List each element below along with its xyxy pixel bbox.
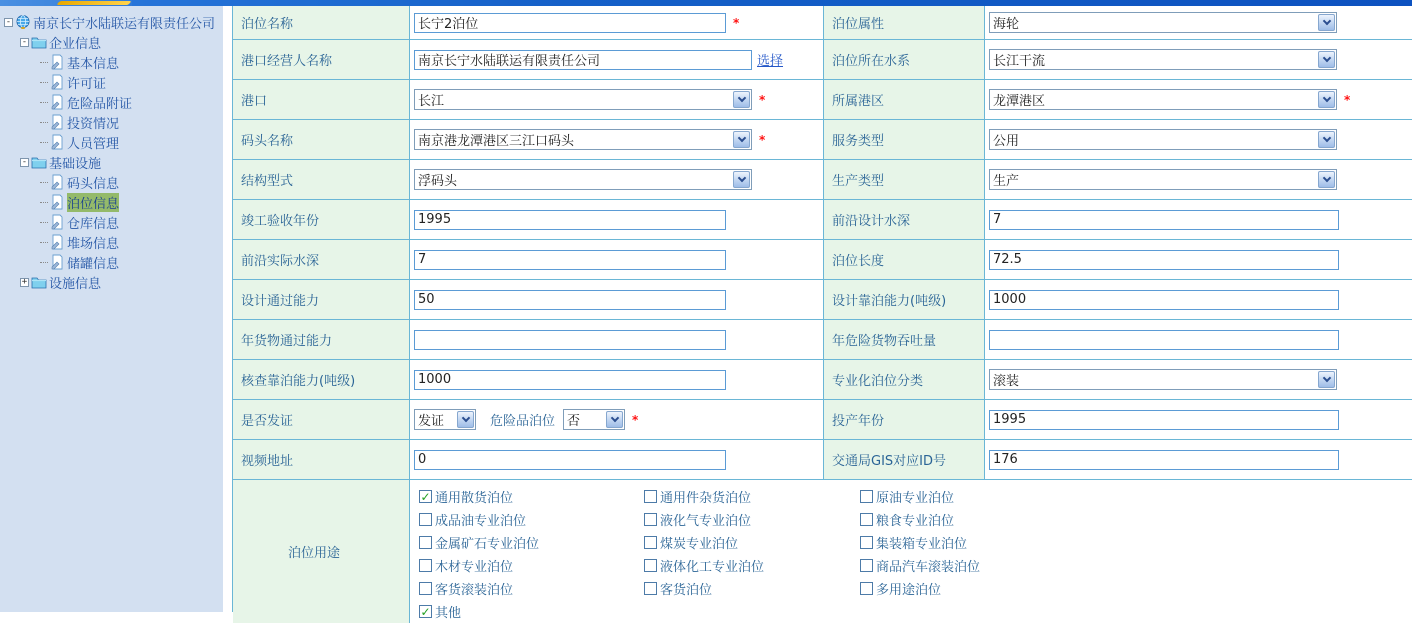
folder-icon (31, 34, 47, 50)
design-capacity-field[interactable] (414, 290, 726, 310)
tree-connector (40, 82, 48, 83)
checkbox-icon[interactable] (860, 536, 873, 549)
required-asterisk: * (733, 15, 740, 30)
document-icon (49, 54, 65, 70)
annual-dangerous-cargo-label: 年危险货物吞吐量 (823, 320, 985, 359)
completion-year-label: 竣工验收年份 (233, 200, 410, 239)
port-label: 港口 (233, 80, 410, 119)
water-system-select[interactable]: 长江干流 (989, 49, 1337, 70)
commissioning-year-field[interactable] (989, 410, 1339, 430)
completion-year-field[interactable] (414, 210, 726, 230)
tree-item-basic-info[interactable] (4, 52, 223, 72)
document-icon (49, 174, 65, 190)
design-depth-field[interactable] (989, 210, 1339, 230)
tree-connector (40, 202, 48, 203)
tree-item-tank-info[interactable] (4, 252, 223, 272)
chevron-down-icon[interactable] (733, 171, 750, 188)
tree-item-label: 企业信息 (49, 36, 102, 52)
checkbox-metal-ore-berth[interactable]: 金属矿石专业泊位 (419, 531, 644, 554)
checkbox-grain-berth[interactable]: 粮食专业泊位 (860, 508, 1090, 531)
checkbox-timber-berth[interactable]: 木材专业泊位 (419, 554, 644, 577)
collapse-icon[interactable]: - (21, 156, 28, 167)
tree-item-license[interactable] (4, 72, 223, 92)
port-select[interactable]: 长江 (414, 89, 752, 110)
chevron-down-icon[interactable] (1318, 371, 1335, 388)
checkbox-icon[interactable] (860, 582, 873, 595)
checkbox-vehicle-roro-berth[interactable]: 商品汽车滚装泊位 (860, 554, 1090, 577)
actual-depth-field[interactable] (414, 250, 726, 270)
document-icon (49, 74, 65, 90)
commissioning-year-label: 投产年份 (823, 400, 985, 439)
globe-icon (15, 14, 31, 30)
gis-id-label: 交通局GIS对应ID号 (823, 440, 985, 479)
document-icon (49, 114, 65, 130)
checkbox-multipurpose-berth[interactable]: 多用途泊位 (860, 577, 1090, 600)
tree-item-company-root[interactable] (4, 12, 223, 32)
berth-attribute-label: 泊位属性 (823, 6, 985, 39)
wharf-name-select[interactable]: 南京港龙潭港区三江口码头 (414, 129, 752, 150)
berth-usage-options (410, 480, 1412, 623)
tree-item-label: 基本信息 (67, 56, 120, 72)
berth-info-form (232, 6, 1412, 621)
checkbox-refined-oil-berth[interactable]: 成品油专业泊位 (419, 508, 644, 531)
folder-icon (31, 154, 47, 170)
chevron-down-icon[interactable] (1318, 91, 1335, 108)
checkbox-other[interactable]: ✓ 其他 (420, 604, 462, 621)
checkbox-icon[interactable] (419, 582, 432, 595)
tree-item-infrastructure[interactable] (4, 152, 223, 172)
chevron-down-icon[interactable] (1318, 171, 1335, 188)
required-asterisk: * (759, 92, 766, 107)
checkbox-coal-berth[interactable]: 煤炭专业泊位 (644, 531, 860, 554)
checkbox-general-breakbulk-berth[interactable]: 通用件杂货泊位 (644, 485, 860, 508)
required-asterisk: * (1344, 92, 1351, 107)
structure-type-label: 结构型式 (233, 160, 410, 199)
berth-usage-label: 泊位用途 (233, 480, 410, 623)
certificate-issued-select[interactable]: 发证 (414, 409, 476, 430)
tree-connector (40, 262, 48, 263)
tree-item-label: 南京长宁水陆联运有限责任公司 (33, 16, 216, 32)
navigation-tree (0, 6, 223, 612)
certificate-issued-label: 是否发证 (233, 400, 410, 439)
top-banner-strip (0, 0, 1412, 6)
folder-icon (31, 274, 47, 290)
port-operator-label: 港口经营人名称 (233, 40, 410, 79)
annual-cargo-capacity-field[interactable] (414, 330, 726, 350)
service-type-select[interactable]: 公用 (989, 129, 1337, 150)
checkbox-icon[interactable] (860, 490, 873, 503)
tree-item-warehouse-info[interactable] (4, 212, 223, 232)
tree-item-label: 仓库信息 (67, 216, 120, 232)
document-icon (49, 194, 65, 210)
tree-connector (40, 62, 48, 63)
checkbox-icon[interactable] (644, 513, 657, 526)
video-address-label: 视频地址 (233, 440, 410, 479)
document-icon (49, 94, 65, 110)
logo-zone (0, 0, 132, 6)
document-icon (49, 214, 65, 230)
tree-item-berth-info[interactable] (4, 192, 223, 212)
checkbox-icon[interactable]: ✓ (420, 604, 431, 619)
video-address-field[interactable] (414, 450, 726, 470)
tree-connector (40, 142, 48, 143)
checkbox-passenger-cargo-roro-berth[interactable]: 客货滚装泊位 (419, 577, 644, 600)
tree-item-label: 投资情况 (67, 116, 120, 132)
berth-length-field[interactable] (989, 250, 1339, 270)
checkbox-container-berth[interactable]: 集装箱专业泊位 (860, 531, 1090, 554)
annual-cargo-capacity-label: 年货物通过能力 (233, 320, 410, 359)
tree-connector (40, 242, 48, 243)
design-depth-label: 前沿设计水深 (823, 200, 985, 239)
collapse-icon[interactable]: - (21, 36, 28, 47)
expand-icon[interactable]: + (21, 276, 28, 287)
checkbox-icon[interactable] (419, 559, 432, 572)
specialized-berth-class-select[interactable]: 滚装 (989, 369, 1337, 390)
tree-item-label: 人员管理 (67, 136, 120, 152)
checkbox-icon[interactable] (419, 536, 432, 549)
chevron-down-icon[interactable] (1318, 131, 1335, 148)
port-area-select[interactable]: 龙潭港区 (989, 89, 1337, 110)
wharf-name-label: 码头名称 (233, 120, 410, 159)
chevron-down-icon[interactable] (1318, 51, 1335, 68)
tree-item-wharf-info[interactable] (4, 172, 223, 192)
checkbox-lpg-berth[interactable]: 液化气专业泊位 (644, 508, 860, 531)
checkbox-icon[interactable] (860, 513, 873, 526)
collapse-icon[interactable]: - (5, 16, 12, 27)
checkbox-icon[interactable] (644, 490, 657, 503)
tree-item-hazmat-annex[interactable] (4, 92, 223, 112)
actual-depth-label: 前沿实际水深 (233, 240, 410, 279)
annual-dangerous-cargo-field[interactable] (989, 330, 1339, 350)
checkbox-icon[interactable] (644, 559, 657, 572)
tree-item-personnel-mgmt[interactable] (4, 132, 223, 152)
dangerous-goods-berth-select[interactable]: 否 (563, 409, 625, 430)
document-icon (49, 234, 65, 250)
design-berthing-capacity-label: 设计靠泊能力(吨级) (823, 280, 985, 319)
tree-item-investment-info[interactable] (4, 112, 223, 132)
document-icon (49, 254, 65, 270)
tree-item-label: 设施信息 (49, 276, 102, 292)
chevron-down-icon[interactable] (733, 131, 750, 148)
checkbox-icon[interactable] (860, 559, 873, 572)
logo-swoosh-icon (56, 1, 132, 5)
design-berthing-capacity-field[interactable] (989, 290, 1339, 310)
tree-item-facility-info[interactable] (4, 272, 223, 292)
checkbox-icon[interactable] (644, 536, 657, 549)
tree-item-yard-info[interactable] (4, 232, 223, 252)
tree-connector (40, 222, 48, 223)
water-system-label: 泊位所在水系 (823, 40, 985, 79)
chevron-down-icon[interactable] (457, 411, 474, 428)
required-asterisk: * (632, 412, 639, 427)
checkbox-general-bulk-berth[interactable]: ✓ 通用散货泊位 (420, 489, 514, 506)
production-type-select[interactable]: 生产 (989, 169, 1337, 190)
choose-operator-link[interactable]: 选择 (757, 54, 784, 69)
tree-item-enterprise-info[interactable] (4, 32, 223, 52)
verified-berthing-capacity-label: 核查靠泊能力(吨级) (233, 360, 410, 399)
production-type-label: 生产类型 (823, 160, 985, 199)
chevron-down-icon[interactable] (606, 411, 623, 428)
service-type-label: 服务类型 (823, 120, 985, 159)
tree-connector (40, 182, 48, 183)
tree-item-label: 许可证 (67, 76, 107, 92)
tree-item-label: 堆场信息 (67, 236, 120, 252)
berth-name-label: 泊位名称 (233, 6, 410, 39)
checkbox-passenger-cargo-berth[interactable]: 客货泊位 (644, 577, 860, 600)
tree-item-label: 储罐信息 (67, 256, 120, 272)
tree-connector (40, 102, 48, 103)
checkbox-icon[interactable]: ✓ (420, 489, 431, 504)
tree-item-label: 码头信息 (67, 176, 120, 192)
tree-item-label: 基础设施 (49, 156, 102, 172)
specialized-berth-class-label: 专业化泊位分类 (823, 360, 985, 399)
dangerous-goods-berth-label: 危险品泊位 (490, 414, 556, 429)
tree-connector (40, 122, 48, 123)
checkbox-crude-oil-berth[interactable]: 原油专业泊位 (860, 485, 1090, 508)
berth-length-label: 泊位长度 (823, 240, 985, 279)
berth-name-field[interactable] (414, 13, 726, 33)
berth-attribute-select[interactable]: 海轮 (989, 12, 1337, 33)
document-icon (49, 134, 65, 150)
tree-item-label: 危险品附证 (67, 96, 133, 112)
design-capacity-label: 设计通过能力 (233, 280, 410, 319)
port-area-label: 所属港区 (823, 80, 985, 119)
port-operator-field[interactable] (414, 50, 752, 70)
chevron-down-icon[interactable] (1318, 14, 1335, 31)
sidebar-form-divider (223, 6, 232, 612)
checkbox-icon[interactable] (644, 582, 657, 595)
structure-type-select[interactable]: 浮码头 (414, 169, 752, 190)
checkbox-icon[interactable] (419, 513, 432, 526)
gis-id-field[interactable] (989, 450, 1339, 470)
checkbox-liquid-chemical-berth[interactable]: 液体化工专业泊位 (644, 554, 860, 577)
required-asterisk: * (759, 132, 766, 147)
tree-item-label-selected: 泊位信息 (67, 193, 119, 212)
chevron-down-icon[interactable] (733, 91, 750, 108)
verified-berthing-capacity-field[interactable] (414, 370, 726, 390)
